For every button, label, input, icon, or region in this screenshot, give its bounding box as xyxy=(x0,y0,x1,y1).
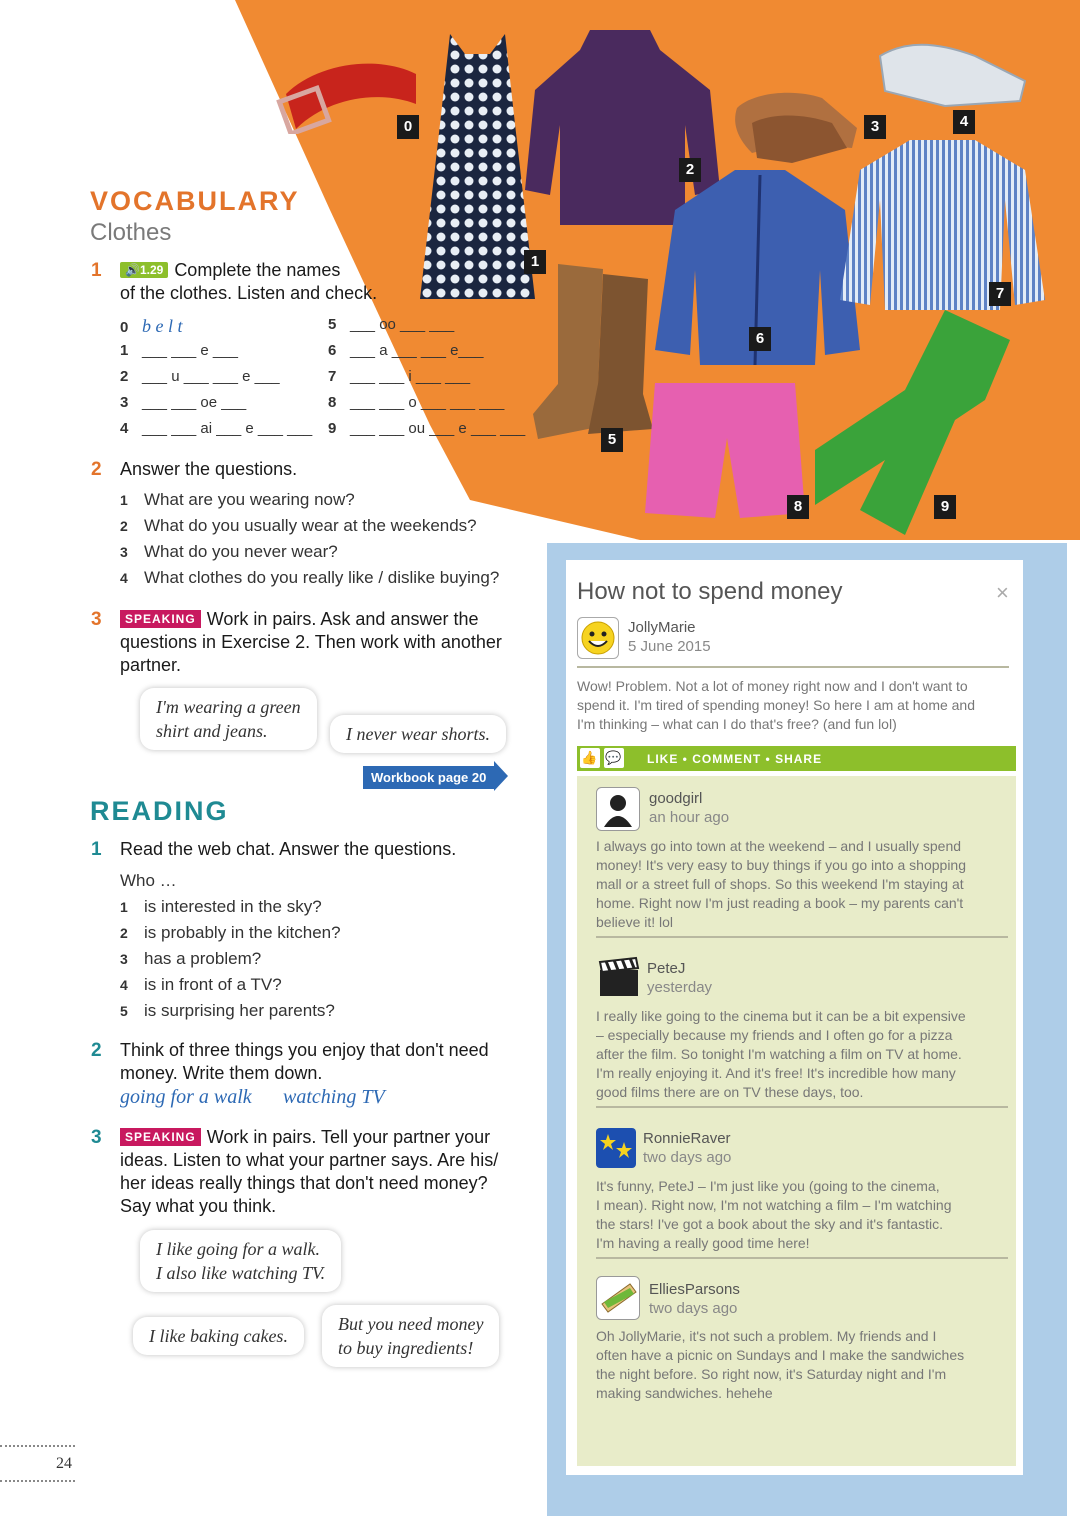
item-number: 8 xyxy=(328,394,337,411)
item-pattern: ___ ___ i ___ ___ xyxy=(350,368,471,385)
comment-line: making sandwiches. hehehe xyxy=(596,1385,773,1401)
ex3-line3: partner. xyxy=(120,655,182,675)
comment-body xyxy=(596,1327,1006,1403)
question-text: What do you never wear? xyxy=(144,542,338,561)
vocab-ex1-instruction xyxy=(120,259,420,305)
clothes-label-5: 5 xyxy=(601,428,623,452)
question-text: is surprising her parents? xyxy=(144,1001,335,1020)
bubble-line: shirt and jeans. xyxy=(156,721,268,741)
clapperboard-icon xyxy=(598,956,640,998)
divider xyxy=(577,666,1009,668)
word-puzzle[interactable] xyxy=(120,342,312,368)
vocab-ex2-questions xyxy=(120,490,499,594)
comment-time: yesterday xyxy=(647,979,713,996)
question-text: has a problem? xyxy=(144,949,262,968)
ex3-line4: Say what you think. xyxy=(120,1196,277,1216)
shorts-image xyxy=(645,383,805,523)
reading-ex1-who: Who … xyxy=(120,871,177,890)
reading-ex2-number: 2 xyxy=(91,1040,102,1061)
divider xyxy=(596,936,1008,938)
question-item xyxy=(120,1001,341,1027)
bubble-line: I'm wearing a green xyxy=(156,697,301,717)
question-item xyxy=(120,490,499,516)
comment-line: I really like going to the cinema but it can be a bit expensive xyxy=(596,1008,966,1024)
like-icon[interactable]: 👍 xyxy=(580,748,600,768)
question-number: 2 xyxy=(120,925,128,941)
clothes-label-8: 8 xyxy=(787,495,809,519)
post-line: spend it. I'm tired of spending money! So here I am at home and xyxy=(577,697,976,713)
divider xyxy=(596,1257,1008,1259)
item-pattern: ___ ___ o ___ ___ ___ xyxy=(350,394,505,411)
example-answer: watching TV xyxy=(283,1086,385,1108)
vocabulary-heading: VOCABULARY xyxy=(90,186,300,216)
question-number: 1 xyxy=(120,899,128,915)
item-number: 5 xyxy=(328,316,337,333)
smiley-avatar-icon xyxy=(577,617,619,659)
question-text: is interested in the sky? xyxy=(144,897,322,916)
word-puzzle[interactable] xyxy=(120,394,312,420)
comment-line: Oh JollyMarie, it's not such a problem. My friends and I xyxy=(596,1328,937,1344)
speech-bubble xyxy=(133,1317,304,1355)
reading-ex1-questions xyxy=(120,897,341,1027)
word-puzzle-list-left xyxy=(120,316,312,446)
reading-ex2-instruction xyxy=(120,1039,530,1085)
ex2-line2: money. Write them down. xyxy=(120,1063,323,1083)
question-item xyxy=(120,568,499,594)
question-text: is in front of a TV? xyxy=(144,975,282,994)
clothes-label-4: 4 xyxy=(953,110,975,134)
question-text: What do you usually wear at the weekends? xyxy=(144,516,477,535)
speech-bubble xyxy=(322,1305,499,1367)
post-author[interactable]: JollyMarie xyxy=(628,619,696,636)
comment-author[interactable]: ElliesParsons xyxy=(649,1281,740,1298)
comment-time: an hour ago xyxy=(649,809,730,826)
bubble-line: I never wear shorts. xyxy=(346,724,490,744)
comment-time: two days ago xyxy=(643,1149,732,1166)
post-line: I'm thinking – what can I do that's free? (and fun lol) xyxy=(577,716,897,732)
clothes-label-9: 9 xyxy=(934,495,956,519)
user-silhouette-icon xyxy=(596,787,640,831)
item-number: 7 xyxy=(328,368,337,385)
word-puzzle[interactable] xyxy=(328,368,525,394)
question-item xyxy=(120,923,341,949)
comment-line: after the film. So tonight I'm watching a film on TV at home. xyxy=(596,1046,962,1062)
word-puzzle[interactable] xyxy=(328,316,525,342)
word-puzzle[interactable] xyxy=(120,420,312,446)
question-item xyxy=(120,949,341,975)
post-actions-bar xyxy=(577,746,1016,771)
item-number: 9 xyxy=(328,420,337,437)
close-icon[interactable]: × xyxy=(996,580,1009,605)
reading-ex3-number: 3 xyxy=(91,1127,102,1148)
comment-line: mall or a street full of shops. So this weekend I'm staying at xyxy=(596,876,964,892)
speech-bubble xyxy=(140,688,317,750)
comment-line: I'm having a really good time here! xyxy=(596,1235,810,1251)
chat-title: How not to spend money xyxy=(577,578,843,605)
word-puzzle xyxy=(120,316,312,342)
post-body xyxy=(577,677,1017,734)
item-pattern: b e l t xyxy=(142,316,183,336)
vocabulary-subtitle: Clothes xyxy=(90,219,172,246)
comment-line: good films there are on TV these days, too. xyxy=(596,1084,864,1100)
question-item xyxy=(120,975,341,1001)
vocab-ex1-number: 1 xyxy=(91,260,102,281)
speaker-icon: 🔊 xyxy=(125,263,140,277)
comment-author[interactable]: goodgirl xyxy=(649,790,703,807)
question-number: 3 xyxy=(120,951,128,967)
question-item xyxy=(120,897,341,923)
ex3-line1: Work in pairs. Tell your partner your xyxy=(206,1127,491,1147)
page-number-rule xyxy=(0,1445,75,1447)
comment-line: often have a picnic on Sundays and I make the sandwiches xyxy=(596,1347,965,1363)
comment-line: home. Right now I'm just reading a book – my parents can't xyxy=(596,895,964,911)
word-puzzle-list-right xyxy=(328,316,525,446)
question-text: What clothes do you really like / dislike buying? xyxy=(144,568,500,587)
item-number: 2 xyxy=(120,368,129,385)
trainers-image xyxy=(875,36,1035,116)
item-pattern: ___ ___ oe ___ xyxy=(142,394,247,411)
vocab-ex3-number: 3 xyxy=(91,609,102,630)
item-pattern: ___ ___ ai ___ e ___ ___ xyxy=(142,420,313,437)
comment-line: I mean). Right now, I'm not watching a film – I'm watching xyxy=(596,1197,952,1213)
post-line: Wow! Problem. Not a lot of money right now and I don't want to xyxy=(577,678,968,694)
speaking-badge: SPEAKING xyxy=(120,610,201,628)
ex1-line1: Complete the names xyxy=(174,260,341,280)
ex3-line2: ideas. Listen to what your partner says. Are his/ xyxy=(120,1150,499,1170)
question-number: 4 xyxy=(120,977,128,993)
item-number: 1 xyxy=(120,342,129,359)
clothes-label-1: 1 xyxy=(524,250,546,274)
word-puzzle[interactable] xyxy=(328,342,525,368)
word-puzzle[interactable] xyxy=(328,394,525,420)
post-actions-label[interactable]: LIKE • COMMENT • SHARE xyxy=(647,752,823,766)
bubble-line: I like going for a walk. xyxy=(156,1239,320,1259)
ex3-line3: her ideas really things that don't need money? xyxy=(120,1173,488,1193)
comment-line: I always go into town at the weekend – and I usually spend xyxy=(596,838,962,854)
bubble-line: to buy ingredients! xyxy=(338,1338,474,1358)
item-number: 3 xyxy=(120,394,129,411)
bubble-line: But you need money xyxy=(338,1314,484,1334)
ex3-line1: Work in pairs. Ask and answer the xyxy=(206,609,479,629)
comment-line: It's funny, PeteJ – I'm just like you (going to the cinema, xyxy=(596,1178,940,1194)
example-answer: going for a walk xyxy=(120,1086,252,1108)
ex3-line2: questions in Exercise 2. Then work with another xyxy=(120,632,502,652)
reading-ex3-instruction xyxy=(120,1126,530,1218)
divider xyxy=(596,1106,1008,1108)
stars-icon xyxy=(596,1128,636,1168)
question-text: What are you wearing now? xyxy=(144,490,355,509)
question-number: 1 xyxy=(120,492,128,508)
comment-body xyxy=(596,837,1006,932)
comment-author[interactable]: RonnieRaver xyxy=(643,1130,731,1147)
comment-line: the stars! I've got a book about the sky and it's fantastic. xyxy=(596,1216,943,1232)
workbook-link[interactable]: Workbook page 20 xyxy=(363,766,494,789)
clothes-label-7: 7 xyxy=(989,282,1011,306)
comment-line: the night before. So right now, it's Saturday night and I'm xyxy=(596,1366,947,1382)
question-number: 3 xyxy=(120,544,128,560)
comment-line: I'm really enjoying it. And it's free! It's incredible how many xyxy=(596,1065,956,1081)
bubble-line: I like baking cakes. xyxy=(149,1326,288,1346)
boots-image xyxy=(518,264,658,444)
comment-time: two days ago xyxy=(649,1300,738,1317)
clothes-label-2: 2 xyxy=(679,158,701,182)
ex2-line1: Think of three things you enjoy that don't need xyxy=(120,1040,489,1060)
shirt-image xyxy=(840,140,1045,310)
audio-track-label: 1.29 xyxy=(139,263,164,277)
bubble-line: I also like watching TV. xyxy=(156,1263,326,1283)
comment-line: believe it! lol xyxy=(596,914,674,930)
speech-bubble xyxy=(330,715,506,753)
item-number: 6 xyxy=(328,342,337,359)
word-puzzle[interactable] xyxy=(328,420,525,446)
page-number-rule xyxy=(0,1480,75,1482)
question-item xyxy=(120,516,499,542)
comment-icon[interactable]: 💬 xyxy=(604,748,624,768)
question-text: is probably in the kitchen? xyxy=(144,923,341,942)
page-number: 24 xyxy=(56,1455,72,1472)
item-number: 4 xyxy=(120,420,129,437)
reading-heading: READING xyxy=(90,796,229,826)
question-item xyxy=(120,542,499,568)
item-number: 0 xyxy=(120,319,129,336)
clothes-label-0: 0 xyxy=(397,115,419,139)
item-pattern: ___ oo ___ ___ xyxy=(350,316,455,333)
question-number: 5 xyxy=(120,1003,128,1019)
item-pattern: ___ u ___ ___ e ___ xyxy=(142,368,280,385)
comment-body xyxy=(596,1177,1006,1253)
comment-body xyxy=(596,1007,1006,1102)
item-pattern: ___ ___ ou ___ e ___ ___ xyxy=(350,420,526,437)
question-number: 2 xyxy=(120,518,128,534)
clothes-label-3: 3 xyxy=(864,115,886,139)
reading-ex1-number: 1 xyxy=(91,839,102,860)
clothes-label-6: 6 xyxy=(749,327,771,351)
item-pattern: ___ a ___ ___ e___ xyxy=(350,342,484,359)
question-number: 4 xyxy=(120,570,128,586)
sandwich-icon xyxy=(596,1276,640,1320)
speech-bubble xyxy=(140,1230,341,1292)
trousers-image xyxy=(815,310,1015,540)
comment-line: – especially because my friends and I often go for a pizza xyxy=(596,1027,953,1043)
vocab-ex2-number: 2 xyxy=(91,459,102,480)
vocab-ex3-instruction xyxy=(120,608,530,677)
post-date: 5 June 2015 xyxy=(628,638,711,655)
word-puzzle[interactable] xyxy=(120,368,312,394)
comment-author[interactable]: PeteJ xyxy=(647,960,686,977)
vocab-ex2-instruction: Answer the questions. xyxy=(120,459,298,479)
comment-line: money! It's very easy to buy things if you go into a shopping xyxy=(596,857,966,873)
ex1-line2: of the clothes. Listen and check. xyxy=(120,283,378,303)
item-pattern: ___ ___ e ___ xyxy=(142,342,238,359)
audio-track-badge[interactable] xyxy=(120,262,168,278)
reading-ex1-instruction: Read the web chat. Answer the questions. xyxy=(120,839,457,859)
speaking-badge: SPEAKING xyxy=(120,1128,201,1146)
